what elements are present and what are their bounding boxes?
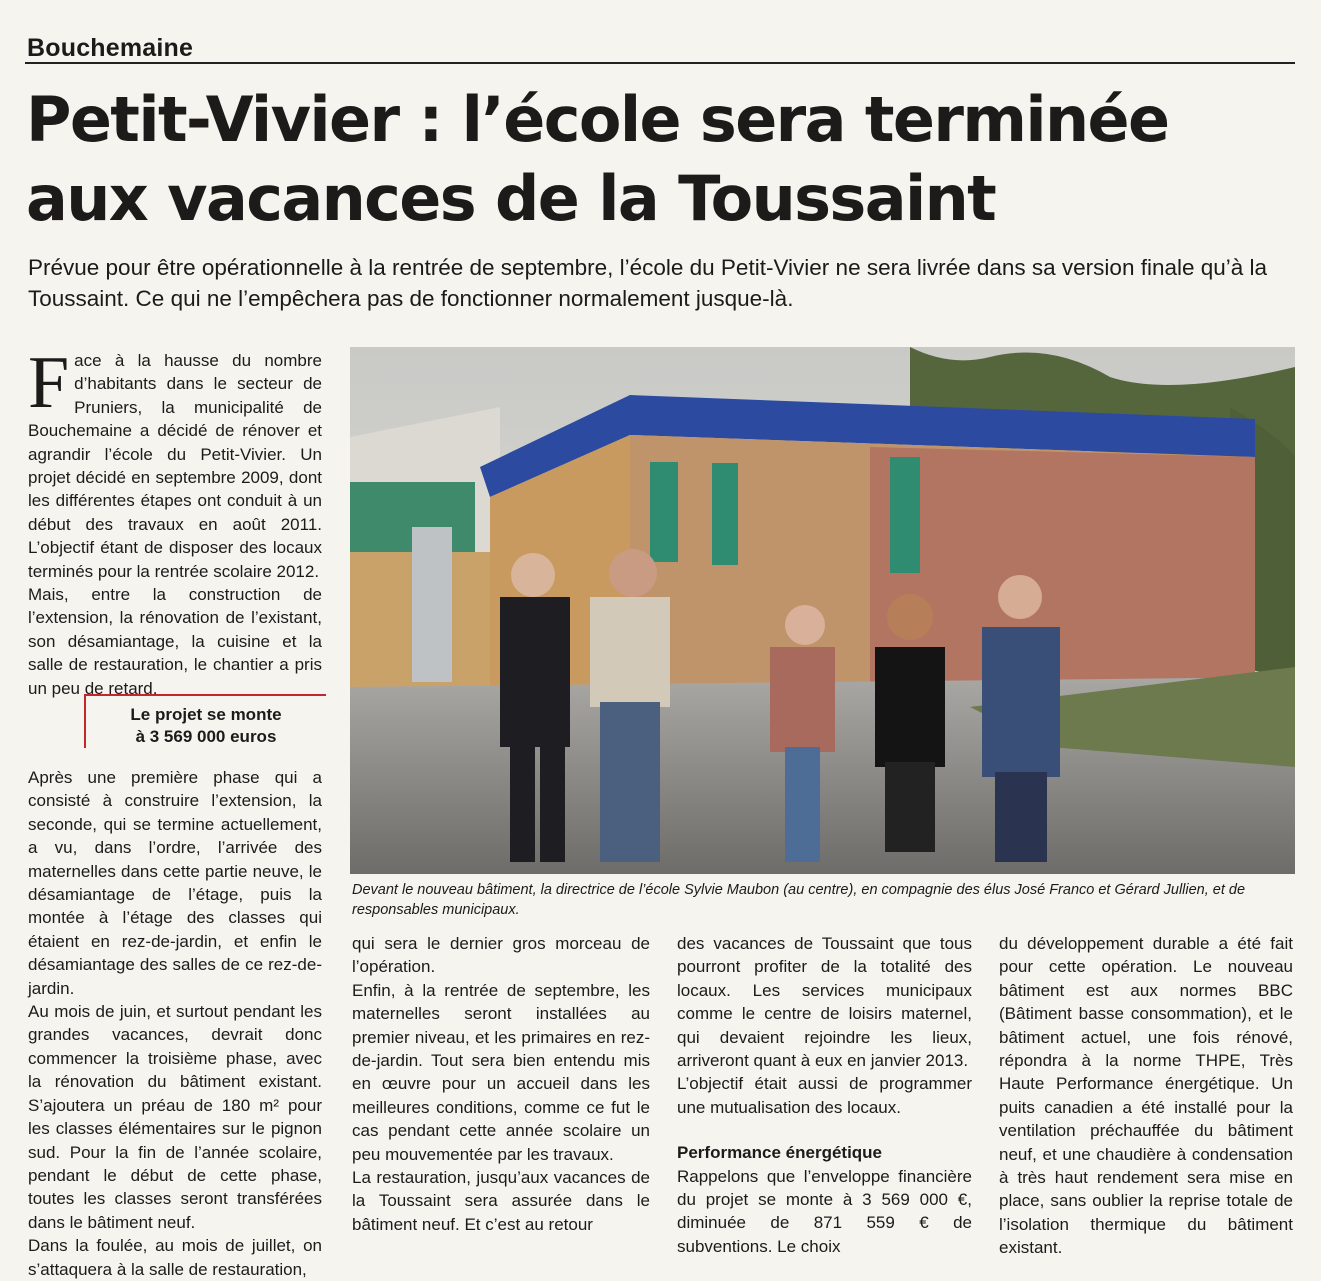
- column-1-continued: [28, 766, 322, 1281]
- column-1-paragraph: Face à la hausse du nombre d’habitants dans le secteur de Pruniers, la municipalité de Bouchemaine a décidé de rénover et agrandir l’école du Petit-Vivier. Un projet décidé en septembre 2009, dont les différentes étapes ont conduit à un début des travaux en août 2011. L’objectif étant de disposer des locaux terminés pour la rentrée scolaire 2012.: [28, 342, 322, 581]
- headline: [26, 80, 1311, 238]
- column-2: [352, 932, 650, 1236]
- column-3-paragraph: des vacances de Toussaint que tous pourront profiter de la totalité des locaux. Les services municipaux comme le centre de loisirs maternel, qui devaient rejoindre les lieux, arriveront quant à eux en janvier 2013.: [677, 934, 972, 1071]
- column-2-paragraph: Enfin, à la rentrée de septembre, les maternelles seront installées au premier niveau, et les primaires en rez-de-jardin. Tout sera bien entendu mis en œuvre pour un accueil dans les meilleures conditions, comme ce fut le cas pendant cette année scolaire un peu mouvementée par les travaux.: [352, 980, 650, 1164]
- photo-caption: Devant le nouveau bâtiment, la directrice de l’école Sylvie Maubon (au centre), en compagnie des élus José Franco et Gérard Jullien, et de responsables municipaux.: [352, 882, 1246, 918]
- column-4-paragraph: du développement durable a été fait pour cette opération. Le nouveau bâtiment est aux normes BBC (Bâtiment basse consommation), et le bâtiment actuel, une fois rénové, répondra à la norme THPE, Très Haute Performance énergétique. Un puits canadien a été installé pour la ventilation préchauffée du bâtiment neuf, et une chaudière à condensation à très haut rendement sera mise en place, sans oublier la reprise totale de l’isolation thermique du bâtiment existant.: [999, 934, 1293, 1258]
- article-photo: [350, 347, 1295, 874]
- subheading: Performance énergétique: [677, 1143, 883, 1163]
- headline-line-1: Petit-Vivier : l’école sera terminée: [26, 83, 1169, 156]
- column-2-paragraph: La restauration, jusqu’aux vacances de la Toussaint sera assurée dans le bâtiment neuf. Et c’est au retour: [352, 1168, 650, 1234]
- column-3: [677, 932, 972, 1258]
- column-2-paragraph: qui sera le dernier gros morceau de l’opération.: [352, 934, 650, 977]
- standfirst: Prévue pour être opérationnelle à la rentrée de septembre, l’école du Petit-Vivier ne sera livrée dans sa version finale qu’à la Toussaint. Ce qui ne l’empêchera pas de fonctionner normalement jusque-là.: [28, 255, 1268, 311]
- pull-quote-box: [84, 694, 326, 748]
- column-4: [999, 932, 1293, 1260]
- pull-quote-line: Le projet se monte: [130, 705, 282, 724]
- column-1-paragraph: Après une première phase qui a consisté à construire l’extension, la seconde, qui se termine actuellement, a vu, dans l’ordre, l’arrivée des maternelles dans cette partie neuve, le désamiantage de l’étage, puis la montée à l’étage des classes qui étaient en rez-de-jardin, et enfin le désamiantage des salles de ce rez-de-jardin.: [28, 768, 322, 998]
- column-3-paragraph: L’objectif était aussi de programmer une mutualisation des locaux.: [677, 1074, 972, 1117]
- headline-line-2: aux vacances de la Toussaint: [26, 162, 996, 235]
- section-label: Bouchemaine: [27, 34, 194, 62]
- column-1-paragraph: Mais, entre la construction de l’extension, la rénovation de l’existant, son désamiantage, la cuisine et la salle de restauration, le chantier a pris un peu de retard.: [28, 585, 322, 698]
- column-1-paragraph: Dans la foulée, au mois de juillet, on s’attaquera à la salle de restauration,: [28, 1236, 322, 1279]
- top-rule: [25, 62, 1295, 64]
- column-3-paragraph: Rappelons que l’enveloppe financière du projet se monte à 3 569 000 €, diminuée de 871 559 € de subventions. Le choix: [677, 1166, 972, 1256]
- column-1: [28, 342, 322, 700]
- pull-quote-line: à 3 569 000 euros: [135, 727, 277, 746]
- column-1-paragraph: Au mois de juin, et surtout pendant les grandes vacances, devrait donc commencer la troisième phase, avec la rénovation du bâtiment existant. S’ajoutera un préau de 180 m² pour les classes élémentaires sur le pignon sud. Pour la fin de l’année scolaire, pendant le début de cette phase, toutes les classes seront transférées dans le bâtiment neuf.: [28, 1002, 322, 1232]
- drop-cap: F: [28, 342, 70, 424]
